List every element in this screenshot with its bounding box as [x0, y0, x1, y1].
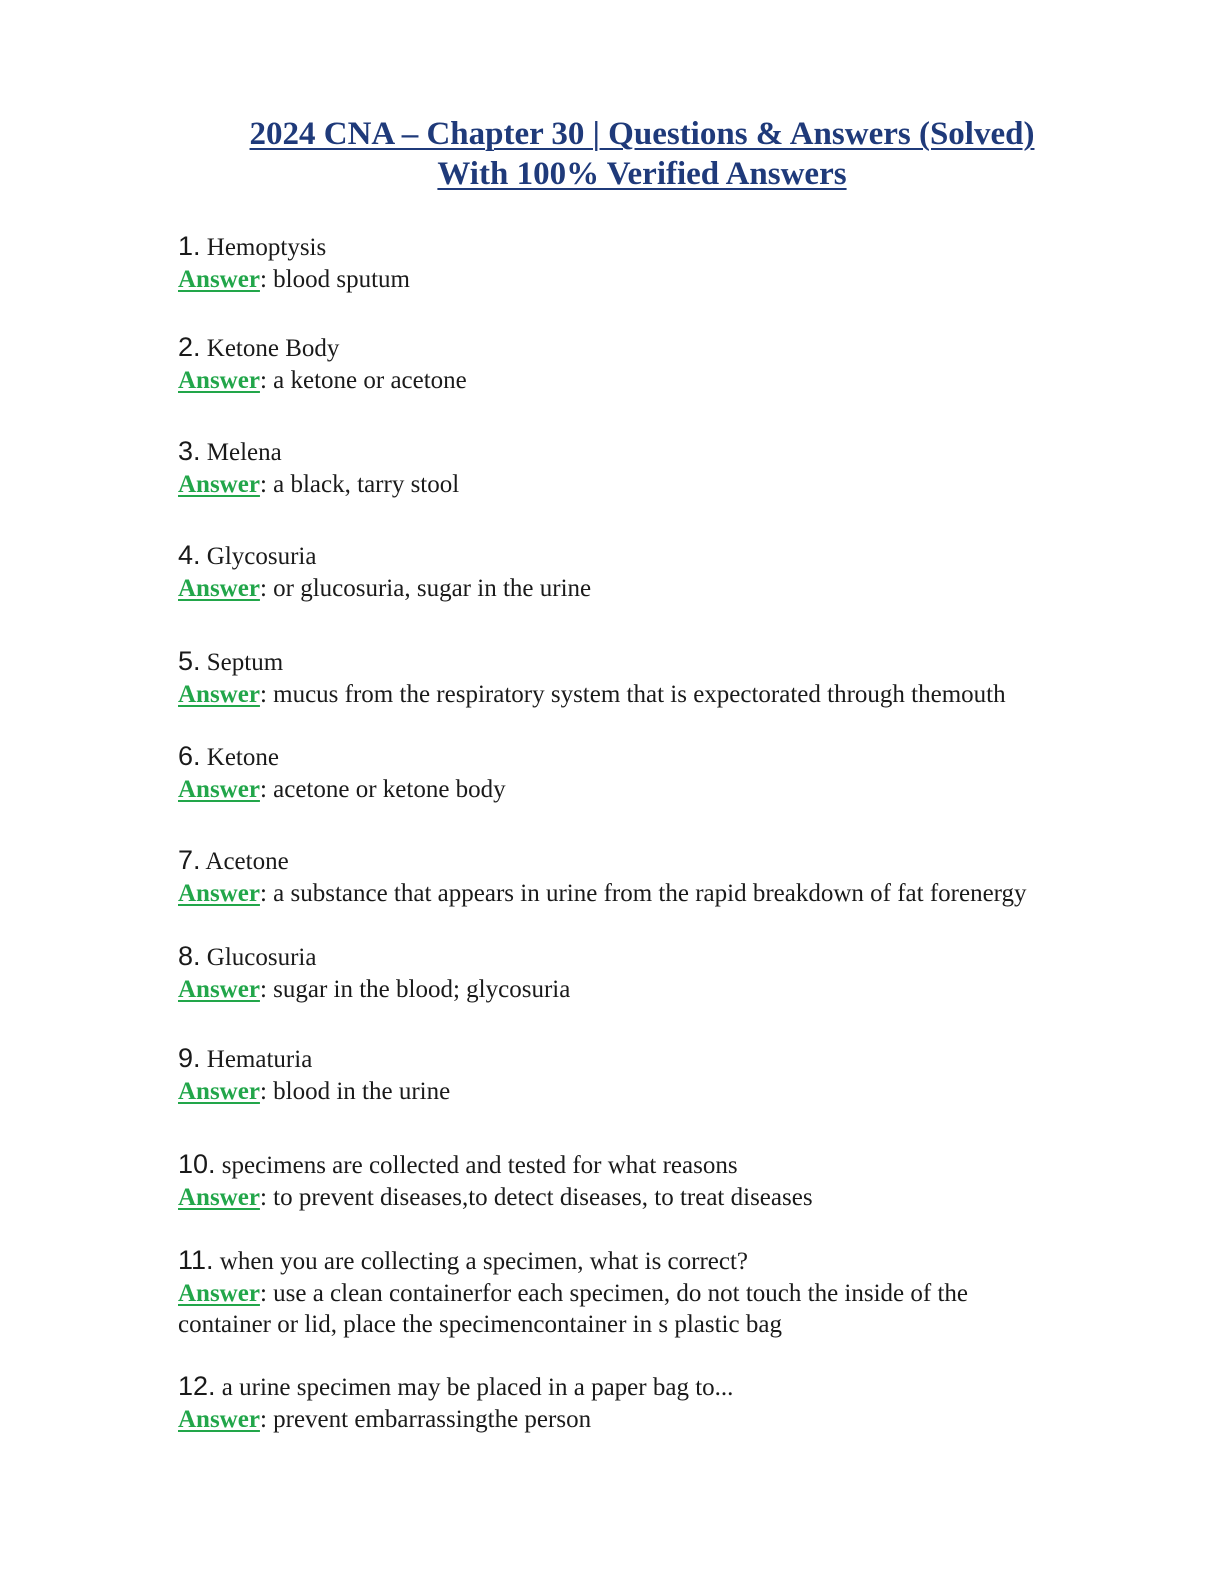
answer: Answer: a ketone or acetone [178, 367, 467, 394]
question [178, 331, 1178, 365]
question-text: Ketone Body [206, 335, 340, 362]
answer: Answer: to prevent diseases,to detect diseases, to treat diseases [178, 1184, 813, 1211]
question-number: 7. [178, 845, 201, 875]
question-number: 2. [178, 332, 201, 362]
question-number: 11. [178, 1245, 214, 1275]
answer-label: Answer [178, 575, 260, 602]
answer-text: blood sputum [273, 266, 410, 293]
qa-item [178, 940, 1178, 1005]
question [178, 1370, 1178, 1404]
qa-item [178, 539, 1178, 604]
answer-label: Answer [178, 681, 260, 708]
title-line-2: With 100% Verified Answers [437, 156, 847, 192]
answer: Answer: or glucosuria, sugar in the urine [178, 575, 592, 602]
answer-label: Answer [178, 1078, 260, 1105]
question-text: a urine specimen may be placed in a paper bag to... [221, 1374, 734, 1401]
question-text: Hemoptysis [206, 234, 327, 261]
question [178, 435, 1178, 469]
question [178, 230, 1178, 264]
document-title [0, 114, 1224, 194]
answer-text: mucus from the respiratory system that is expectorated through themouth [273, 681, 1006, 708]
answer-label: Answer [178, 266, 260, 293]
answer: Answer: blood in the urine [178, 1078, 451, 1105]
question [178, 1148, 1178, 1182]
answer-label: Answer [178, 1406, 260, 1433]
question-text: Glucosuria [206, 944, 317, 971]
answer-label: Answer [178, 880, 260, 907]
answer-text: a black, tarry stool [273, 471, 460, 498]
question-text: specimens are collected and tested for what reasons [221, 1152, 738, 1179]
qa-item [178, 1370, 1178, 1435]
answer-label: Answer [178, 471, 260, 498]
answer-text: a ketone or acetone [273, 367, 467, 394]
answer: Answer: prevent embarrassingthe person [178, 1406, 592, 1433]
question [178, 1042, 1178, 1076]
title-line-1: 2024 CNA – Chapter 30 | Questions & Answers (Solved) [249, 116, 1035, 152]
question-number: 3. [178, 436, 201, 466]
qa-item [178, 1042, 1178, 1107]
answer-text: sugar in the blood; glycosuria [273, 976, 571, 1003]
answer: Answer: blood sputum [178, 266, 410, 293]
question [178, 539, 1178, 573]
qa-item [178, 331, 1178, 396]
question-number: 8. [178, 941, 201, 971]
question-text: Glycosuria [206, 543, 317, 570]
answer-label: Answer [178, 367, 260, 394]
question [178, 740, 1178, 774]
answer-text: blood in the urine [273, 1078, 451, 1105]
question-text: Hematuria [206, 1046, 313, 1073]
qa-item [178, 844, 1178, 909]
question-text: Acetone [205, 848, 289, 875]
question-number: 5. [178, 646, 201, 676]
answer-label: Answer [178, 776, 260, 803]
question-number: 10. [178, 1149, 216, 1179]
answer: Answer: use a clean containerfor each specimen, do not touch the inside of the container or lid, place the specimencontainer in s plastic bag [178, 1280, 969, 1338]
answer-text: to prevent diseases,to detect diseases, to treat diseases [273, 1184, 813, 1211]
question-text: when you are collecting a specimen, what is correct? [219, 1248, 749, 1275]
question-number: 12. [178, 1371, 216, 1401]
question [178, 940, 1178, 974]
answer: Answer: mucus from the respiratory system that is expectorated through themouth [178, 681, 1006, 708]
answer: Answer: sugar in the blood; glycosuria [178, 976, 571, 1003]
question-number: 6. [178, 741, 201, 771]
qa-item [178, 435, 1178, 500]
question-text: Melena [206, 439, 282, 466]
question [178, 645, 1178, 679]
answer-label: Answer [178, 1280, 260, 1307]
answer-label: Answer [178, 1184, 260, 1211]
question [178, 1244, 1178, 1278]
question-text: Septum [206, 649, 284, 676]
qa-item [178, 740, 1178, 805]
answer-text: prevent embarrassingthe person [273, 1406, 592, 1433]
qa-item [178, 645, 1178, 710]
qa-item [178, 230, 1178, 295]
question-number: 9. [178, 1043, 201, 1073]
qa-item [178, 1244, 1178, 1340]
answer-label: Answer [178, 976, 260, 1003]
answer-text: a substance that appears in urine from the rapid breakdown of fat forenergy [273, 880, 1027, 907]
question-number: 1. [178, 231, 201, 261]
question-text: Ketone [206, 744, 279, 771]
question-number: 4. [178, 540, 201, 570]
answer-text: or glucosuria, sugar in the urine [273, 575, 592, 602]
answer: Answer: acetone or ketone body [178, 776, 506, 803]
answer-text: use a clean containerfor each specimen, do not touch the inside of the container or lid, place the specimencontainer in s plastic bag [178, 1280, 969, 1338]
answer: Answer: a black, tarry stool [178, 471, 460, 498]
question [178, 844, 1178, 878]
qa-item [178, 1148, 1178, 1213]
answer: Answer: a substance that appears in urine from the rapid breakdown of fat forenergy [178, 880, 1027, 907]
answer-text: acetone or ketone body [273, 776, 506, 803]
